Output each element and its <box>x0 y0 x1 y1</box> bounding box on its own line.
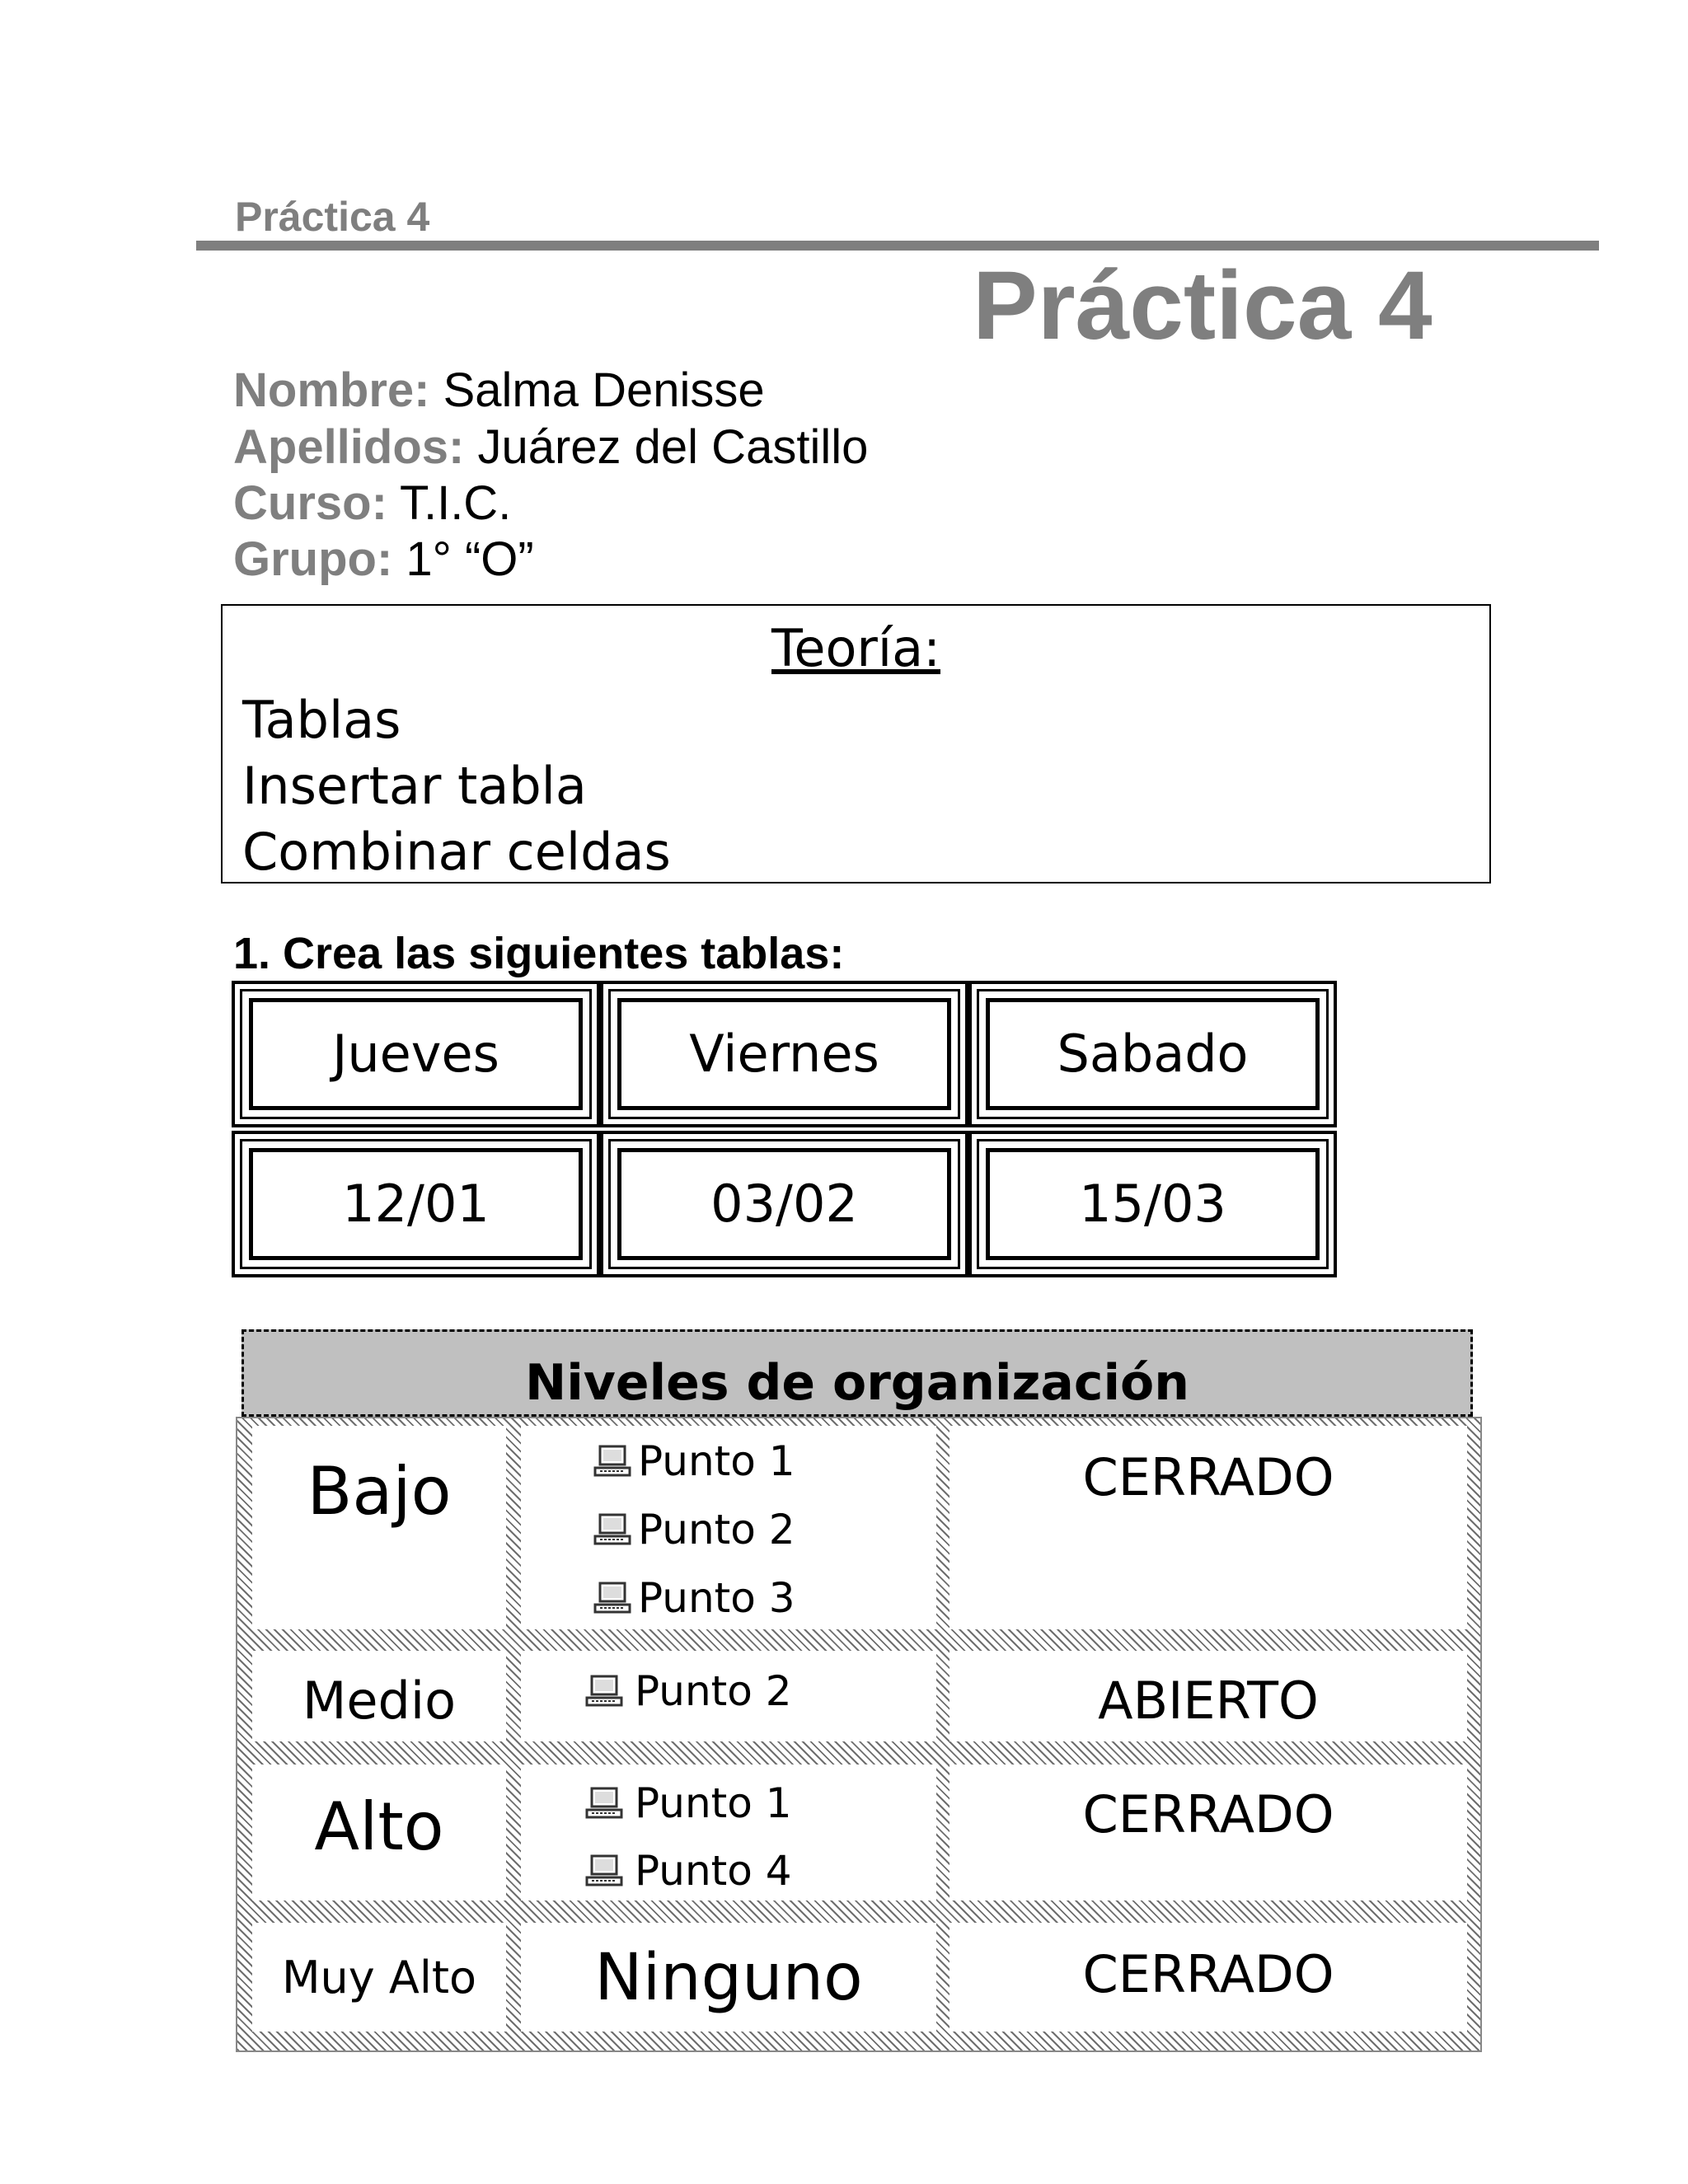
apellidos-label: Apellidos: <box>233 420 465 474</box>
points-cell <box>521 1426 936 1629</box>
list-item <box>593 1437 795 1485</box>
points-cell <box>521 1923 936 2032</box>
status-label: CERRADO <box>1082 1784 1334 1844</box>
level-label: Alto <box>314 1788 444 1865</box>
table-cell <box>600 981 968 1127</box>
points-cell <box>521 1651 936 1741</box>
curso-value: T.I.C. <box>399 476 512 530</box>
status-cell <box>950 1765 1467 1900</box>
status-cell <box>950 1651 1467 1741</box>
level-label: Bajo <box>307 1453 452 1530</box>
points-none: Ninguno <box>594 1941 863 2015</box>
point-label: Punto 2 <box>638 1506 795 1554</box>
page-title: Práctica 4 <box>973 251 1432 360</box>
table-cell <box>600 1131 968 1277</box>
curso-label: Curso: <box>233 476 387 530</box>
table-cell <box>232 981 600 1127</box>
computer-icon <box>585 1854 623 1887</box>
theory-item: Combinar celdas <box>242 822 671 882</box>
nombre-label: Nombre: <box>233 363 430 417</box>
level-label: Medio <box>302 1671 457 1731</box>
status-cell <box>950 1426 1467 1629</box>
theory-item: Insertar tabla <box>242 756 587 816</box>
list-item <box>585 1779 792 1827</box>
grupo-label: Grupo: <box>233 532 393 586</box>
status-label: ABIERTO <box>1098 1671 1319 1731</box>
grupo-value: 1° “O” <box>406 532 534 586</box>
levels-table <box>236 1417 1482 2052</box>
table-cell <box>968 1131 1337 1277</box>
level-cell <box>252 1765 506 1900</box>
computer-icon <box>593 1445 631 1478</box>
theory-box <box>221 604 1491 883</box>
day-label: Jueves <box>332 1024 499 1084</box>
day-label: Sabado <box>1057 1024 1249 1084</box>
date-label: 03/02 <box>710 1174 858 1234</box>
status-label: CERRADO <box>1082 1447 1334 1507</box>
computer-icon <box>585 1675 623 1708</box>
point-label: Punto 1 <box>635 1779 792 1827</box>
level-cell <box>252 1651 506 1741</box>
point-label: Punto 3 <box>638 1574 795 1622</box>
list-item <box>593 1574 795 1622</box>
level-cell <box>252 1426 506 1629</box>
level-label: Muy Alto <box>281 1952 477 2004</box>
list-item <box>585 1847 792 1895</box>
theory-heading: Teoría: <box>771 618 940 678</box>
levels-table-title: Niveles de organización <box>241 1329 1473 1417</box>
point-label: Punto 4 <box>635 1847 792 1895</box>
point-label: Punto 1 <box>638 1437 795 1485</box>
curso-line <box>233 476 512 530</box>
table-cell <box>968 981 1337 1127</box>
header-rule <box>196 241 1599 251</box>
computer-icon <box>585 1787 623 1820</box>
theory-item: Tablas <box>242 690 401 750</box>
computer-icon <box>593 1513 631 1546</box>
computer-icon <box>593 1582 631 1615</box>
date-label: 15/03 <box>1079 1174 1226 1234</box>
points-cell <box>521 1765 936 1900</box>
exercise-title: 1. Crea las siguientes tablas: <box>233 929 845 978</box>
list-item <box>593 1506 795 1554</box>
day-label: Viernes <box>689 1024 879 1084</box>
status-cell <box>950 1923 1467 2032</box>
level-cell <box>252 1923 506 2032</box>
running-header: Práctica 4 <box>235 194 430 240</box>
apellidos-line <box>233 420 869 474</box>
nombre-value: Salma Denisse <box>443 363 765 417</box>
list-item <box>585 1667 792 1715</box>
grupo-line <box>233 532 534 586</box>
nombre-line <box>233 363 765 417</box>
point-label: Punto 2 <box>635 1667 792 1715</box>
apellidos-value: Juárez del Castillo <box>477 420 869 474</box>
table-cell <box>232 1131 600 1277</box>
date-label: 12/01 <box>342 1174 490 1234</box>
status-label: CERRADO <box>1082 1944 1334 2004</box>
